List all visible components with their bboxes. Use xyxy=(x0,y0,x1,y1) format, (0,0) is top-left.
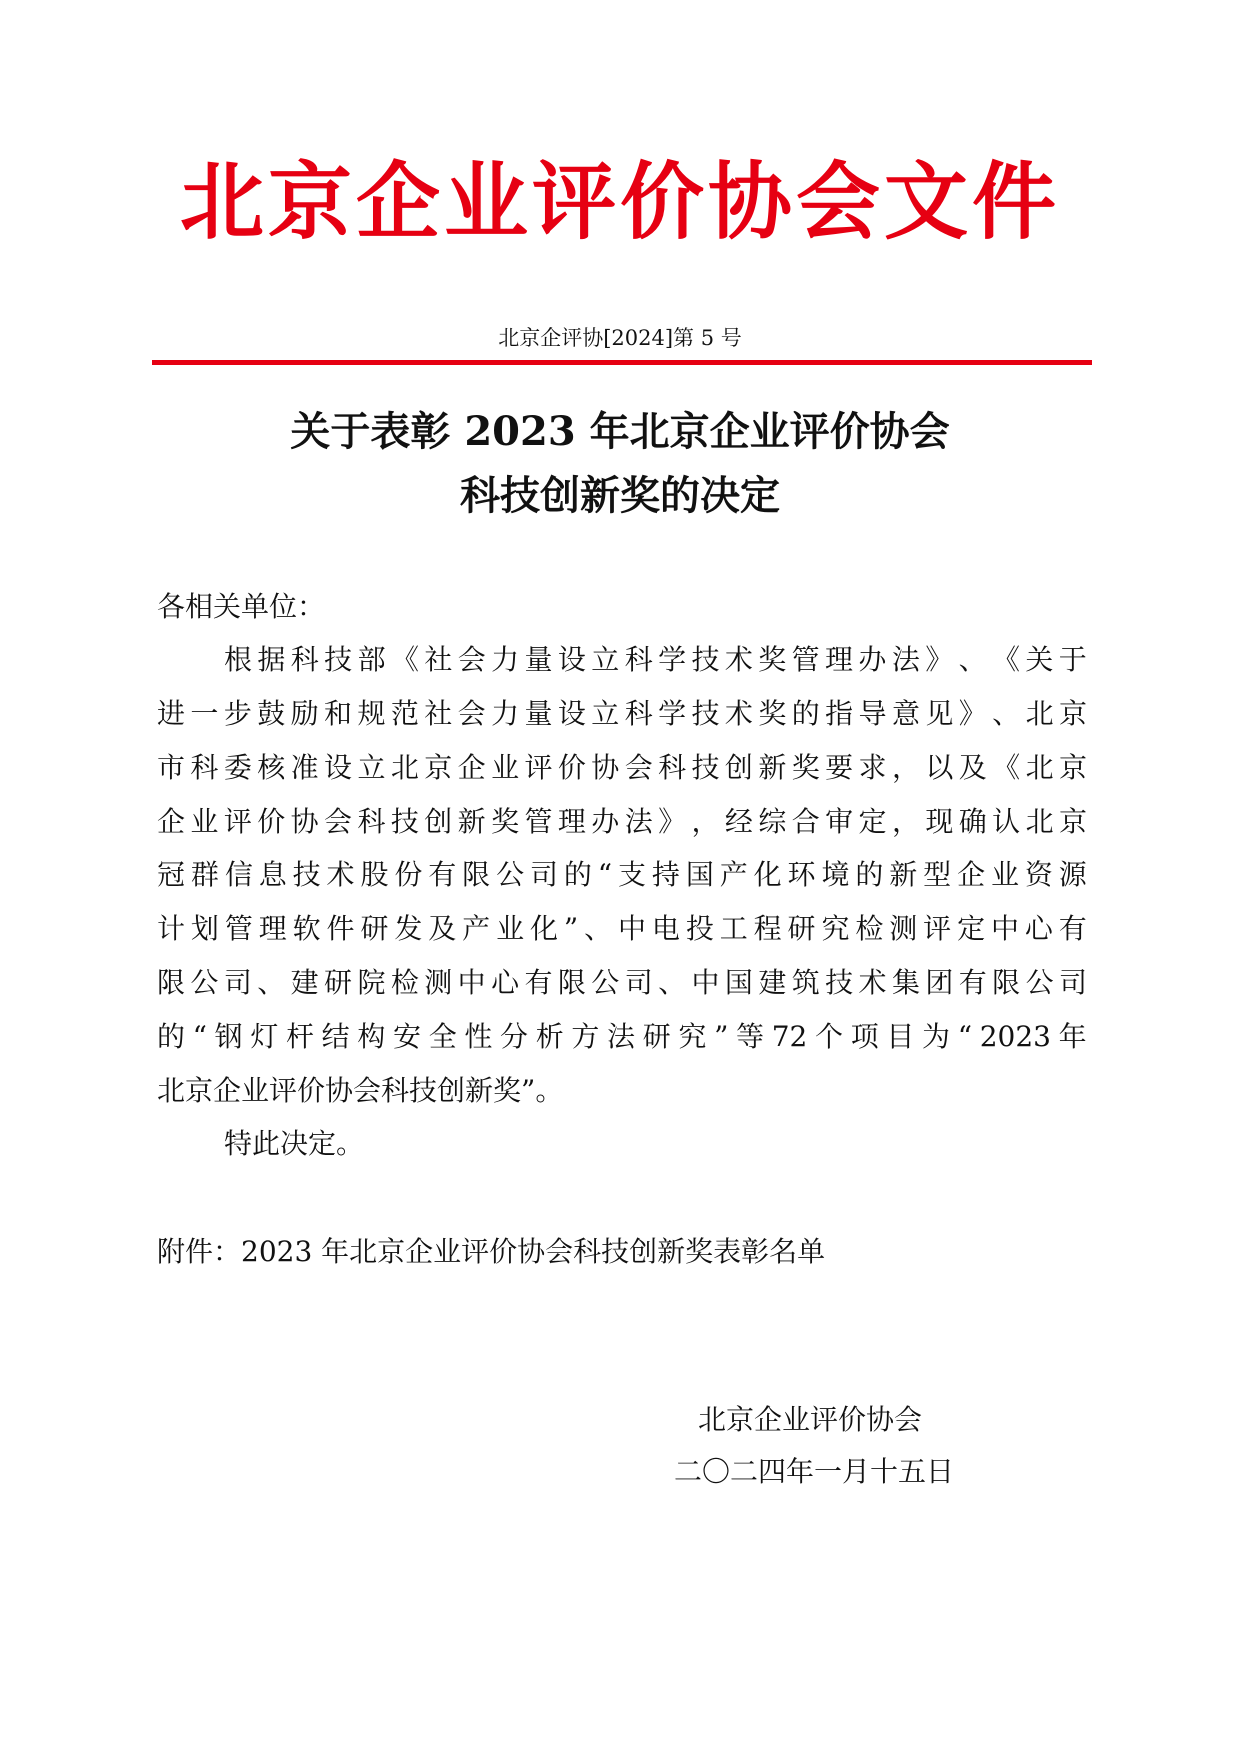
signature-date: 二〇二四年一月十五日 xyxy=(674,1455,955,1488)
document-number: 北京企评协[2024]第 5 号 xyxy=(498,326,742,350)
issuer-title: 北京企业评价协会文件 xyxy=(179,153,1060,251)
body-line: 冠 群 信 息 技 术 股 份 有 限 公 司 的 “ 支 持 国 产 化 环 境 的 新 型 企 业 资 源 xyxy=(157,858,1087,891)
closing-statement: 特此决定。 xyxy=(224,1127,365,1160)
salutation: 各相关单位： xyxy=(157,590,326,623)
title-line-2: 科技创新奖的决定 xyxy=(460,472,780,519)
body-line: 企 业 评 价 协 会 科 技 创 新 奖 管 理 办 法 》 ， 经 综 合 审 定 ， 现 确 认 北 京 xyxy=(157,805,1087,838)
body-line: 计 划 管 理 软 件 研 发 及 产 业 化 ” 、 中 电 投 工 程 研 究 检 测 评 定 中 心 有 xyxy=(157,912,1087,945)
body-line: 根 据 科 技 部 《 社 会 力 量 设 立 科 学 技 术 奖 管 理 办 法 》 、 《 关 于 xyxy=(224,643,1087,676)
attachment-note: 附件：2023 年北京企业评价协会科技创新奖表彰名单 xyxy=(157,1235,826,1268)
body-line: 的 “ 钢 灯 杆 结 构 安 全 性 分 析 方 法 研 究 ” 等 72 个 项 目 为 “ 2023 年 xyxy=(157,1020,1087,1053)
signature-org: 北京企业评价协会 xyxy=(698,1403,923,1436)
body-line: 北京企业评价协会科技创新奖”。 xyxy=(157,1074,564,1107)
body-line: 进 一 步 鼓 励 和 规 范 社 会 力 量 设 立 科 学 技 术 奖 的 指 导 意 见 》 、 北 京 xyxy=(157,697,1087,730)
body-line: 市 科 委 核 准 设 立 北 京 企 业 评 价 协 会 科 技 创 新 奖 要 求 ， 以 及 《 北 京 xyxy=(157,751,1087,784)
body-line: 限 公 司 、 建 研 院 检 测 中 心 有 限 公 司 、 中 国 建 筑 技 术 集 团 有 限 公 司 xyxy=(157,966,1087,999)
title-line-1: 关于表彰 2023 年北京企业评价协会 xyxy=(290,408,950,455)
header-red-rule xyxy=(152,360,1092,365)
